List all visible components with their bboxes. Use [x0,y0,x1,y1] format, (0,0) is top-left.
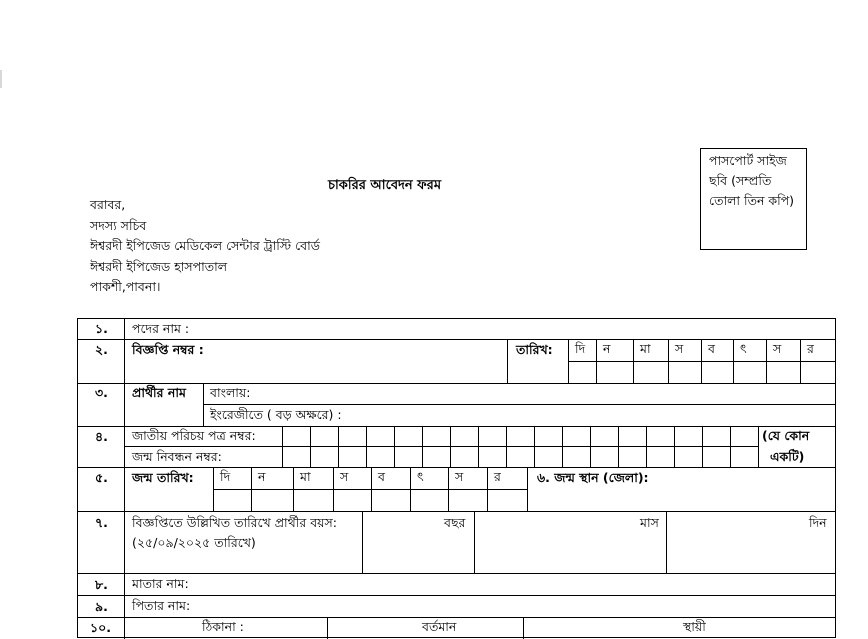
form-title: চাকরির আবেদন ফরম [328,178,442,193]
mother-name-label: মাতার নাম: [132,576,189,591]
birth-date-cell-label: র [494,469,501,484]
photo-box-line-2: ছবি (সম্প্রতি [709,173,772,188]
age-month-left-line [474,511,475,573]
date-cell-label: র [807,341,814,356]
age-day-label: দিন [809,515,827,530]
date-cell-label: ন [603,341,611,356]
age-day-left-line [666,511,667,573]
age-year-left-line [362,511,363,573]
birth-date-cell-line [333,467,334,511]
any-one-note-line-2: একটি) [770,449,805,464]
birth-registration-label: জন্ম নিবন্ধন নম্বর: [132,449,222,464]
birth-date-cell-line [251,467,252,511]
candidate-age-label: বিজ্ঞপ্তিতে উল্লিখিত তারিখে প্রার্থীর বয়স: [132,515,337,530]
number-column-line [124,319,125,639]
id-digit-box-line [394,426,395,467]
id-digit-box-line [506,426,507,467]
date-cell-label: ব [708,341,715,356]
name-mid-line [203,404,835,405]
address-label: ঠিকানা : [202,619,244,634]
birth-date-cell-label: স [455,469,464,484]
circular-date-label: তারিখ: [516,342,553,357]
row-1-number: ১. [95,321,108,336]
id-digit-box-line [422,426,423,467]
id-digit-box-line [674,426,675,467]
id-digit-box-line [562,426,563,467]
row-7-number: ৭. [95,515,108,530]
post-name-label: পদের নাম : [132,321,190,336]
row-line [78,573,835,574]
date-label-left-line [507,339,508,383]
row-3-number: ৩. [95,385,108,400]
address-permanent-left-line [523,617,524,639]
age-reference-date: (২৫/০৯/২০২৫ তারিখে) [132,535,256,550]
address-line-2: সদস্য সচিব [90,217,147,233]
id-digit-box-line [534,426,535,467]
date-cell-line [633,339,634,383]
nid-number-label: জাতীয় পরিচয় পত্র নম্বর: [132,428,256,443]
row-8-number: ৮. [95,577,108,592]
age-year-label: বছর [444,515,466,530]
name-bangla-field[interactable]: বাংলায়: [210,385,251,400]
row-line [78,426,835,427]
date-cell-label: মা [640,341,651,356]
birth-date-grid-mid-line [213,489,527,490]
date-cell-line [800,339,801,383]
date-cell-label: স [773,341,782,356]
date-cell-line [766,339,767,383]
id-digit-box-line [450,426,451,467]
birth-date-cell-line [487,467,488,511]
name-english-field[interactable]: ইংরেজীতে ( বড় অক্ষরে) : [210,407,342,422]
father-name-label: পিতার নাম: [132,598,191,613]
permanent-address-label: স্থায়ী [683,619,706,634]
row-9-number: ৯. [95,599,108,614]
address-line-4: ঈশ্বরদী ইপিজেড হাসপাতাল [90,258,228,274]
birth-date-cell-line [448,467,449,511]
id-digit-box-line [618,426,619,467]
candidate-name-label: প্রার্থীর নাম [132,385,186,400]
row-line [78,467,835,468]
id-digit-box-line [338,426,339,467]
birth-date-cell-line [371,467,372,511]
birth-date-cell-line [410,467,411,511]
date-cell-label: স [675,341,684,356]
age-month-label: মাস [640,515,659,530]
id-digit-box-line [646,426,647,467]
row-5-number: ৫. [95,470,108,485]
row-line [78,339,835,340]
photo-box-line-3: তোলা তিন কপি) [709,193,795,208]
birth-date-cell-label: দি [220,469,231,484]
row-10-number: ১০. [90,620,111,635]
row-4-number: ৪. [95,429,108,444]
date-cell-line [668,339,669,383]
circular-number-label: বিজ্ঞপ্তি নম্বর : [132,342,204,357]
birth-date-cell-line [293,467,294,511]
date-cell-label: দি [575,341,586,356]
birth-date-cell-label: ৎ [417,469,424,484]
passport-photo-box [700,148,807,250]
id-digit-box-line [478,426,479,467]
page-edge-mark [0,70,2,88]
address-line-1: বরাবর, [90,197,126,212]
date-cell-label: ৎ [740,341,747,356]
birth-date-cell-line [527,467,528,511]
birth-date-cell-label: ন [258,469,266,484]
id-mid-line [124,446,758,447]
id-note-line [758,426,759,467]
address-line-5: পাকশী,পাবনা। [90,279,161,294]
row-line [78,383,835,384]
id-digit-box-line [310,426,311,467]
birth-date-cell-label: মা [300,469,311,484]
birth-date-cell-label: স [340,469,349,484]
date-cell-line [701,339,702,383]
address-line-3: ঈশ্বরদী ইপিজেড মেডিকেল সেন্টার ট্রাস্টি বোর্ড [90,238,320,253]
address-present-left-line [327,617,328,639]
addressee-block [90,195,320,298]
id-digit-box-line [590,426,591,467]
id-digit-box-line [366,426,367,467]
row-line [78,511,835,512]
birth-date-cell-label: ব [378,469,385,484]
id-digit-box-line [730,426,731,467]
birthplace-label: ৬. জন্ম স্থান (জেলা): [537,470,649,485]
id-digit-box-line [282,426,283,467]
any-one-note-line-1: (যে কোন [762,428,810,443]
row-line [78,617,835,618]
date-cell-line [596,339,597,383]
birth-date-label: জন্ম তারিখ: [132,470,194,485]
date-cell-line [733,339,734,383]
row-line [78,595,835,596]
photo-box-line-1: পাসপোর্ট সাইজ [709,153,787,168]
row-2-number: ২. [95,342,108,357]
id-digit-box-line [702,426,703,467]
present-address-label: বর্তমান [422,619,457,634]
application-form-table [77,318,836,638]
